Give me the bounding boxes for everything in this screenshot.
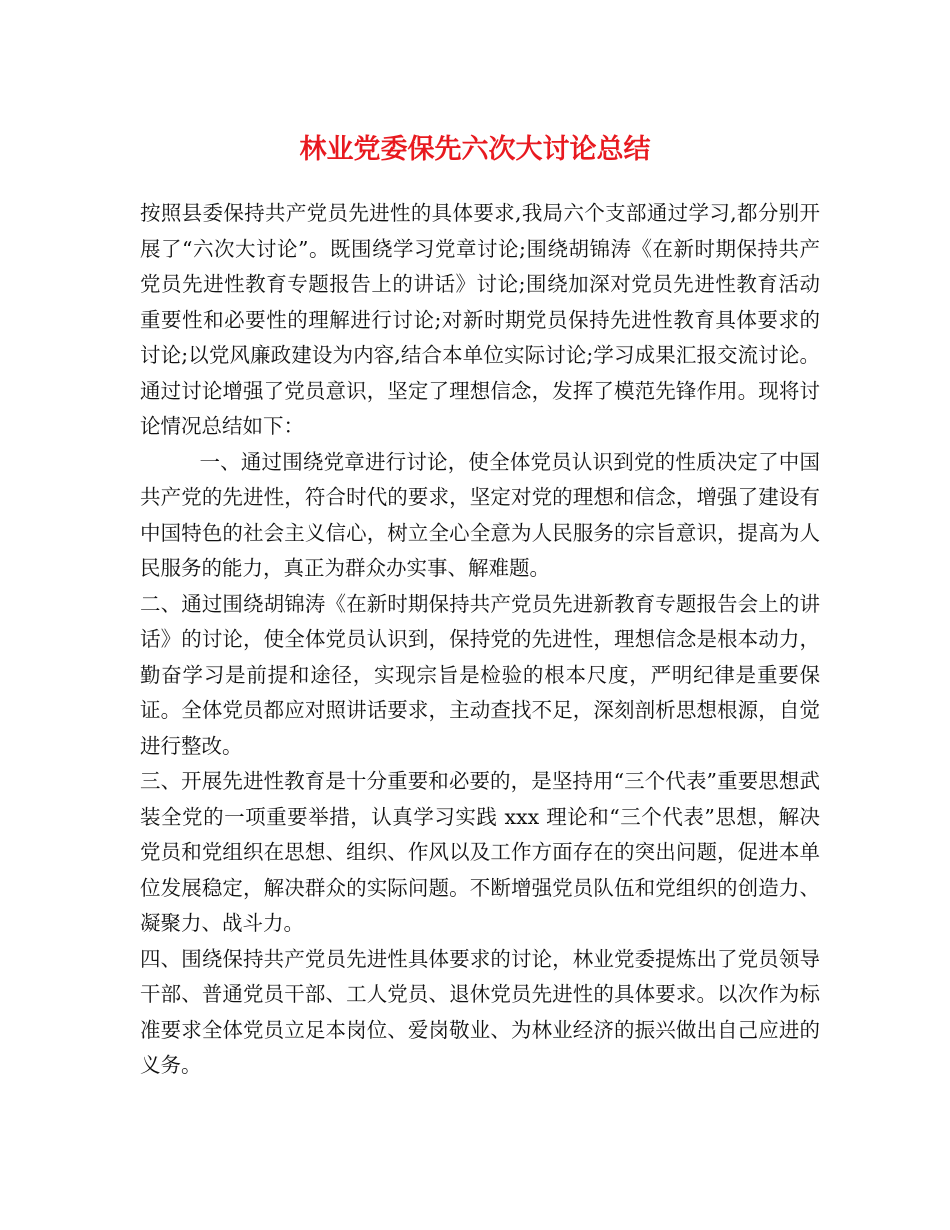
section-three-paragraph: 三、开展先进性教育是十分重要和必要的，是坚持用“三个代表”重要思想武装全党的一项重要举措，认真学习实践 xxx 理论和“三个代表”思想，解决党员和党组织在思想、组织、作风以及工作方面存在的突出问题，促进本单位发展稳定，解决群众的实际问题。不断增强党员队伍和党组织的创造力、凝聚力、战斗力。: [140, 769, 820, 935]
section-one-paragraph: 一、通过围绕党章进行讨论，使全体党员认识到党的性质决定了中国共产党的先进性，符合时代的要求，坚定对党的理想和信念，增强了建设有中国特色的社会主义信心，树立全心全意为人民服务的宗旨意识，提高为人民服务的能力，真正为群众办实事、解难题。: [140, 449, 820, 580]
document-title: 林业党委保先六次大讨论总结: [299, 134, 651, 165]
section-two-paragraph: 二、通过围绕胡锦涛《在新时期保持共产党员先进新教育专题报告会上的讲话》的讨论，使全体党员认识到，保持党的先进性，理想信念是根本动力，勤奋学习是前提和途径，实现宗旨是检验的根本尺度，严明纪律是重要保证。全体党员都应对照讲话要求，主动查找不足，深刻剖析思想根源，自觉进行整改。: [140, 591, 820, 758]
intro-paragraph: 按照县委保持共产党员先进性的具体要求,我局六个支部通过学习,都分别开展了“六次大讨论”。既围绕学习党章讨论;围绕胡锦涛《在新时期保持共产党员先进性教育专题报告上的讲话》讨论;围绕加深对党员先进性教育活动重要性和必要性的理解进行讨论;对新时期党员保持先进性教育具体要求的讨论;以党风廉政建设为内容,结合本单位实际讨论;学习成果汇报交流讨论。通过讨论增强了党员意识，坚定了理想信念，发挥了模范先锋作用。现将讨论情况总结如下：: [140, 201, 820, 438]
document-body: [140, 196, 820, 1084]
section-four-paragraph: 四、围绕保持共产党员先进性具体要求的讨论，林业党委提炼出了党员领导干部、普通党员干部、工人党员、退休党员先进性的具体要求。以次作为标准要求全体党员立足本岗位、爱岗敬业、为林业经济的振兴做出自己应进的义务。: [140, 946, 820, 1077]
